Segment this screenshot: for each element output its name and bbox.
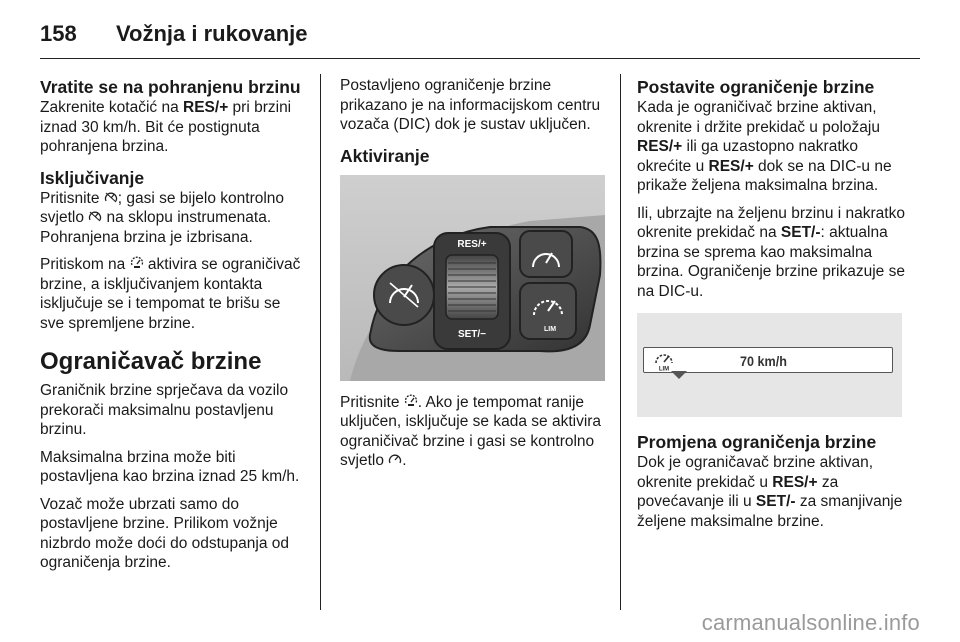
page-number: 158 — [40, 21, 77, 46]
page-header — [40, 14, 308, 54]
column-divider-2 — [620, 74, 621, 610]
cruise-off-button — [374, 265, 434, 325]
paragraph-activate — [340, 393, 605, 471]
paragraph-display: Postavljeno ograničenje brzine prikazano je na informacijskom centru vozača (DIC) dok je sustav uključen. — [340, 77, 601, 133]
res-plus-label: RES/+ — [708, 157, 754, 175]
paragraph-set-2 — [637, 204, 905, 302]
paragraph-set-1 — [637, 98, 905, 196]
wheel-res-label: RES/+ — [457, 238, 487, 250]
paragraph-limiter-2: Maksimalna brzina može biti postavljena kao brzina iznad 25 km/h. — [40, 448, 300, 485]
heading-change-limit: Promjena ograničenja brzine — [637, 432, 877, 452]
text: za povećavanje ili u — [637, 473, 839, 510]
heading-speed-limiter: Ograničavač brzine — [40, 348, 262, 375]
column-divider-1 — [320, 74, 321, 610]
column-1 — [40, 76, 308, 581]
paragraph-limiter-3: Vozač može ubrzati samo do postavljene brzine. Prilikom vožnje nizbrdo može doći do odstupanja od ograničenja brzine. — [40, 495, 290, 571]
paragraph-off-2 — [40, 255, 308, 333]
dic-display-box — [643, 347, 893, 373]
text: dok se na DIC-u ne prikaže željena maksimalna brzina. — [637, 157, 892, 194]
text: aktivira se ograničivač brzine, a isključivanjem kontakta isključuje se i tempomat te brišu se sve spremljene brzine. — [40, 256, 301, 332]
text: Ili, ubrzajte na željenu brzinu i nakratko okrenite prekidač na — [637, 204, 905, 241]
text: Kada je ograničivač brzine aktivan, okrenite i držite prekidač u položaju — [637, 99, 880, 136]
chapter-title: Vožnja i rukovanje — [116, 21, 308, 46]
res-plus-label: RES/+ — [772, 473, 818, 491]
speed-limiter-icon — [404, 393, 418, 413]
paragraph-off — [40, 189, 308, 248]
cruise-control-on-icon — [388, 451, 402, 471]
wheel-lim-label: LIM — [543, 325, 557, 333]
set-minus-label: SET/- — [755, 493, 796, 510]
limiter-button — [520, 283, 576, 339]
column-2 — [340, 76, 605, 479]
lcd-lim-label: LIM — [658, 366, 670, 371]
heading-off: Isključivanje — [40, 167, 145, 188]
speed-limiter-icon — [130, 255, 144, 275]
cruise-control-off-icon — [104, 189, 118, 209]
column-3 — [637, 76, 905, 539]
text: Pritisnite — [40, 189, 104, 207]
paragraph-change — [637, 453, 905, 531]
cruise-on-button — [520, 231, 572, 277]
text: . Ako je tempomat ranije uključen, isključuje se kada se aktivira ograničivač brzine i gasi se kontrolno svjetlo — [340, 393, 602, 469]
text: na sklopu instrumenata. Pohranjena brzina je izbrisana. — [40, 209, 272, 246]
text: ili ga uzastopno nakratko okrećite u — [637, 138, 859, 175]
header-rule — [40, 58, 920, 59]
wheel-set-label: SET/− — [457, 328, 487, 340]
heading-resume: Vratite se na pohranjenu brzinu — [40, 77, 301, 97]
paragraph-resume — [40, 98, 308, 157]
text: pri brzini iznad 30 km/h. Bit će postignuta pohranjena brzina. — [40, 99, 292, 155]
text: Dok je ograničavač brzine aktivan, okrenite prekidač u — [637, 454, 874, 491]
text: . — [402, 452, 407, 469]
text: ; gasi se bijelo kontrolno svjetlo — [40, 189, 285, 226]
dic-speed-value: 70 km/h — [740, 353, 787, 369]
text: Pritiskom na — [40, 256, 130, 273]
text: : aktualna brzina se sprema kao maksimalna brzina. Ograničenje brzine prikazuje se na DIC-u. — [637, 224, 905, 300]
steering-wheel-controls-illustration — [340, 175, 605, 381]
heading-activate: Aktiviranje — [340, 145, 430, 166]
text: Zakrenite kotačić na — [40, 99, 184, 116]
set-minus-label: SET/- — [780, 224, 821, 241]
watermark: carmanualsonline.info — [701, 610, 920, 635]
paragraph-limiter-1: Graničnik brzine sprječava da vozilo prekorači maksimalnu postavljenu brzinu. — [40, 382, 289, 438]
res-plus-label: RES/+ — [183, 99, 229, 116]
dic-display-illustration — [637, 313, 902, 417]
heading-set-limit: Postavite ograničenje brzine — [637, 77, 875, 97]
cruise-control-off-icon — [88, 208, 102, 228]
text: Pritisnite — [340, 393, 404, 411]
dic-display-pointer — [671, 371, 687, 379]
text: za smanjivanje željene maksimalne brzine. — [637, 493, 903, 530]
res-plus-label: RES/+ — [637, 138, 683, 155]
